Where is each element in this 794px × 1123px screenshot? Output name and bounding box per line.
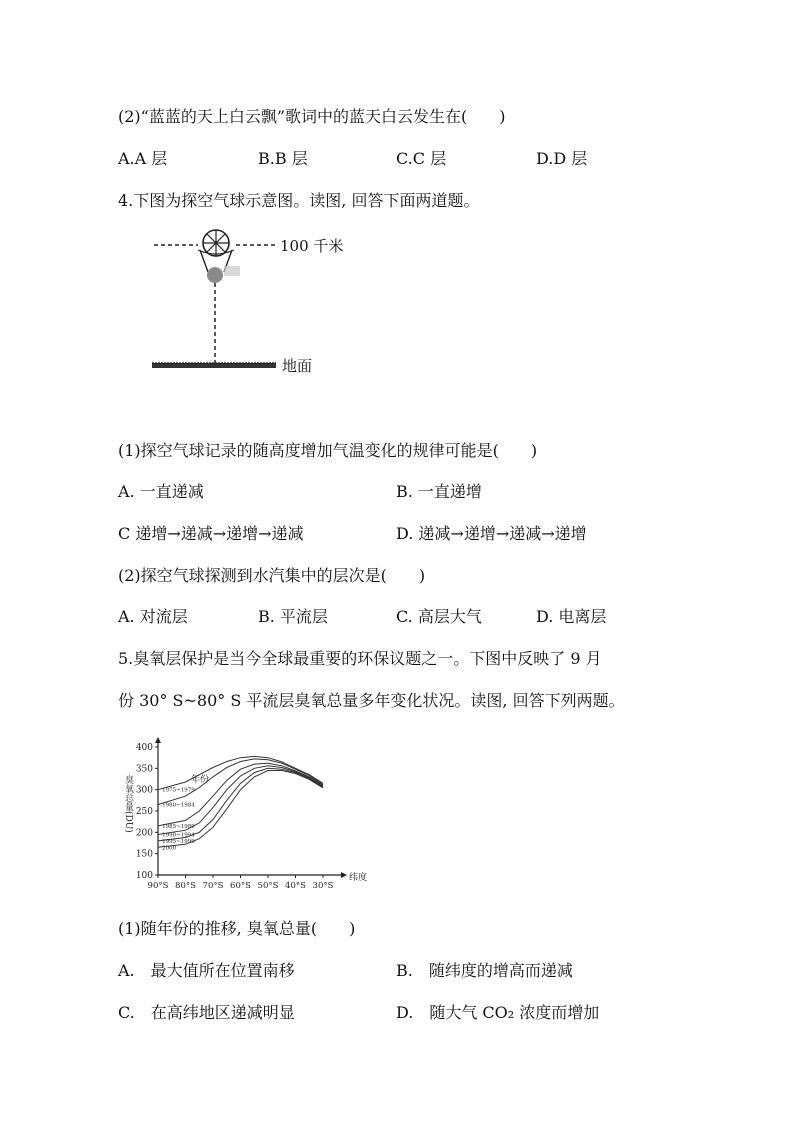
series-label-5: 1995~1999 xyxy=(162,838,195,845)
q4-sub2-stem: (2)探空气球探测到水汽集中的层次是( ) xyxy=(118,566,426,585)
series-label-6: 2000 xyxy=(162,845,177,852)
q4-sub2-option-b: B. 平流层 xyxy=(258,607,328,626)
y-tick-label: 350 xyxy=(135,764,153,775)
series-label-4: 1990~1994 xyxy=(162,832,195,839)
y-tick-label: 100 xyxy=(135,871,153,881)
balloon-figure xyxy=(148,228,368,388)
x-axis-label: 纬度 xyxy=(349,873,368,883)
balloon-icon xyxy=(198,230,240,283)
y-axis-arrow xyxy=(155,737,161,743)
y-tick-label: 150 xyxy=(135,849,153,860)
y-tick-label: 300 xyxy=(135,785,153,796)
q4-sub2-option-d: D. 电离层 xyxy=(536,607,607,626)
q4-sub2-option-c: C. 高层大气 xyxy=(396,607,482,626)
x-tick-label: 70°S xyxy=(202,881,224,891)
x-tick-label: 90°S xyxy=(147,881,169,891)
x-axis-arrow xyxy=(341,872,347,878)
legend-title: 年份 xyxy=(191,774,210,785)
y-tick-label: 200 xyxy=(135,828,153,839)
x-tick-label: 50°S xyxy=(257,881,279,891)
q5-sub1-stem: (1)随年份的推移, 臭氧总量( ) xyxy=(118,919,356,938)
q5-sub1-option-a: A. 最大值所在位置南移 xyxy=(118,961,295,980)
label-100km: 100 千米 xyxy=(280,237,344,255)
q4-sub1-stem: (1)探空气球记录的随高度增加气温变化的规律可能是( ) xyxy=(118,441,538,460)
series-line-2 xyxy=(158,759,323,805)
q3-sub2-option-b: B.B 层 xyxy=(258,149,308,168)
y-tick-label: 250 xyxy=(135,807,153,817)
q4-sub1-option-b: B. 一直递增 xyxy=(396,482,482,501)
x-tick-label: 80°S xyxy=(175,881,196,891)
series-label-1: 1975~1979 xyxy=(162,787,195,794)
x-tick-label: 30°S xyxy=(312,881,334,891)
series-label-3: 1985~1989 xyxy=(162,823,195,830)
q4-sub1-option-c: C 递增→递减→递增→递减 xyxy=(118,524,304,543)
series-label-2: 1980~1984 xyxy=(162,802,195,809)
q3-sub2-option-d: D.D 层 xyxy=(536,149,588,168)
q3-sub2-stem: (2)“蓝蓝的天上白云飘”歌词中的蓝天白云发生在( ) xyxy=(118,107,506,126)
x-tick-label: 60°S xyxy=(230,881,251,891)
q5-sub1-option-d: D. 随大气 CO₂ 浓度而增加 xyxy=(396,1003,600,1022)
x-tick-label: 40°S xyxy=(285,881,306,891)
label-ground: 地面 xyxy=(282,357,313,375)
q5-sub1-option-b: B. 随纬度的增高而递减 xyxy=(396,961,573,980)
q3-sub2-option-a: A.A 层 xyxy=(118,149,168,168)
q4-sub1-option-a: A. 一直递减 xyxy=(118,482,204,501)
q5-sub1-option-c: C. 在高纬地区递减明显 xyxy=(118,1003,295,1022)
q5-stem-line1: 5.臭氧层保护是当今全球最重要的环保议题之一。下图中反映了 9 月 xyxy=(118,649,602,668)
q4-stem: 4.下图为探空气球示意图。读图, 回答下面两道题。 xyxy=(118,191,480,210)
ozone-chart xyxy=(118,735,368,893)
q3-sub2-option-c: C.C 层 xyxy=(396,149,447,168)
y-tick-label: 400 xyxy=(135,743,153,753)
q5-stem-line2: 份 30° S~80° S 平流层臭氧总量多年变化状况。读图, 回答下列两题。 xyxy=(118,691,625,710)
q4-sub2-option-a: A. 对流层 xyxy=(118,607,188,626)
y-axis-label: 臭氧总量(DU) xyxy=(123,775,133,833)
q4-sub1-option-d: D. 递减→递增→递减→递增 xyxy=(396,524,587,543)
